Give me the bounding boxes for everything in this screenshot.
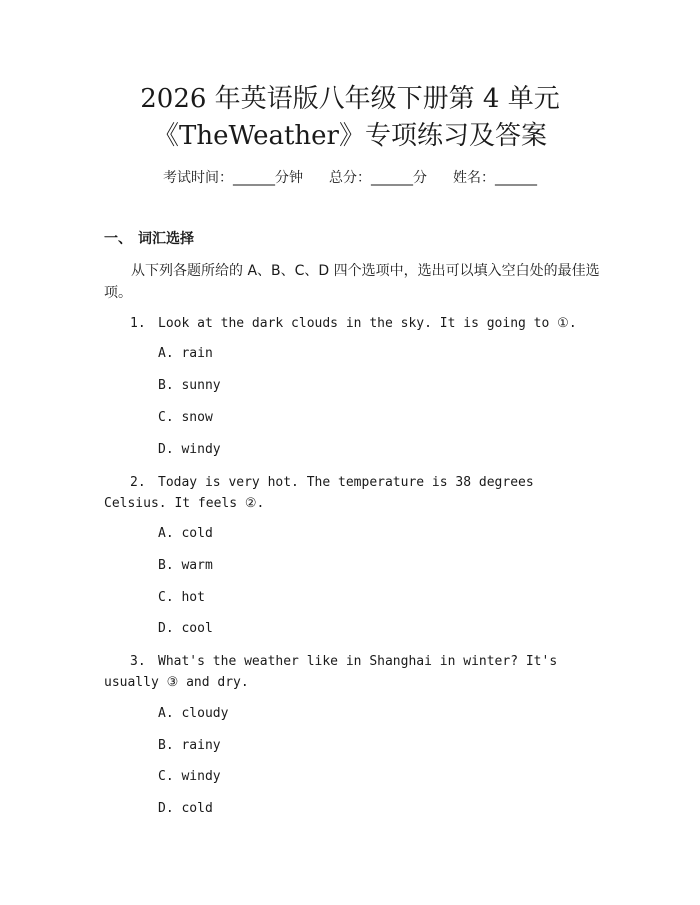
question-2-option-d: D. cool <box>158 621 213 636</box>
section-number: 一、 <box>104 231 132 247</box>
question-2 <box>104 472 594 514</box>
question-3-option-a: A. cloudy <box>158 706 229 721</box>
student-name-field: 姓名：______ <box>453 170 537 186</box>
question-3-option-b: B. rainy <box>158 738 221 753</box>
exam-info-line <box>0 168 700 188</box>
question-2-option-c: C. hot <box>158 590 205 605</box>
question-3-option-d: D. cold <box>158 801 213 816</box>
exam-time-field: 考试时间：______分钟 <box>163 170 303 186</box>
question-3-option-c: C. windy <box>158 769 221 784</box>
question-1-option-b: B. sunny <box>158 378 221 393</box>
section-heading <box>104 229 194 249</box>
question-number: 3. <box>130 654 146 669</box>
question-3 <box>104 651 594 693</box>
question-text: Today is very hot. The temperature is 38 degrees Celsius. It feels ②. <box>104 475 534 511</box>
section-title: 词汇选择 <box>138 231 194 247</box>
question-2-option-b: B. warm <box>158 558 213 573</box>
question-1-option-c: C. snow <box>158 410 213 425</box>
question-number: 1. <box>130 316 146 331</box>
question-text: Look at the dark clouds in the sky. It is going to ①. <box>158 316 577 331</box>
document-title-line-2: 《TheWeather》专项练习及答案 <box>153 121 547 151</box>
question-1-option-a: A. rain <box>158 346 213 361</box>
question-1-option-d: D. windy <box>158 442 221 457</box>
section-instruction: 从下列各题所给的 A、B、C、D 四个选项中，选出可以填入空白处的最佳选项。 <box>104 263 600 301</box>
question-2-option-a: A. cold <box>158 526 213 541</box>
question-text: What's the weather like in Shanghai in winter? It's usually ③ and dry. <box>104 654 558 690</box>
question-1 <box>104 313 594 334</box>
total-score-field: 总分：______分 <box>329 170 427 186</box>
document-title-line-1: 2026 年英语版八年级下册第 4 单元 <box>140 84 560 114</box>
question-number: 2. <box>130 475 146 490</box>
